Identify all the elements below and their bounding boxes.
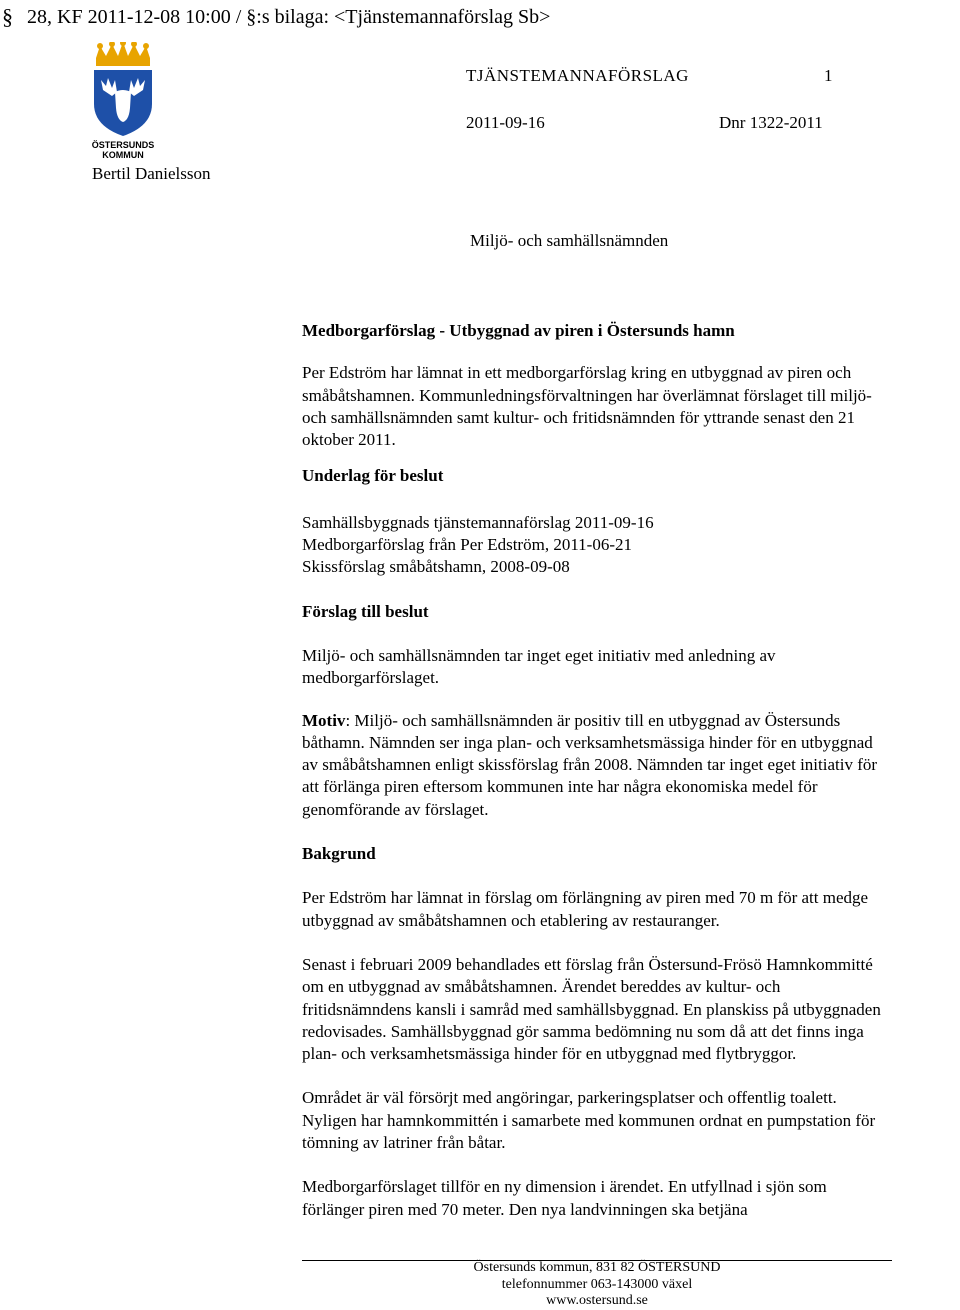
motive-text: : Miljö- och samhällsnämnden är positiv till en utbyggnad av Östersunds båthamn. Nämnden ser inga plan- och verksamhetsmässiga hinder för en utbyggnad av småbåtshamnen enligt skissförslag från 2008. Nämnden tar inget eget initiativ för att förlänga piren eftersom kommunen inte har några ekonomiska medel för genomförande av förslaget. bbox=[302, 710, 878, 819]
document-body bbox=[302, 320, 892, 1221]
motive-paragraph bbox=[302, 710, 892, 821]
background-paragraph: Senast i februari 2009 behandlades ett förslag från Östersund-Frösö Hamnkommitté om en utbyggnad av småbåtshamnen. Ärendet bereddes av kultur- och fritidsnämndens kansli i samråd med samhällsbyggnad. En planskiss på utbyggnaden redovisades. Samhällsbyggnad gör samma bedömning nu som då att det finns inga plan- och verksamhetsmässiga hinder för en utbyggnad med flytbryggor. bbox=[302, 954, 881, 1064]
document-header-bar bbox=[0, 0, 960, 34]
proposal-paragraph: Miljö- och samhällsnämnden tar inget eget initiativ med anledning av medborgarförslaget. bbox=[302, 645, 776, 688]
background-heading: Bakgrund bbox=[302, 844, 376, 864]
author-name: Bertil Danielsson bbox=[92, 164, 211, 183]
document-title: Medborgarförslag - Utbyggnad av piren i Östersunds hamn bbox=[302, 321, 735, 340]
proposal-heading: Förslag till beslut bbox=[302, 601, 429, 621]
basis-item: Medborgarförslag från Per Edström, 2011-06-21 bbox=[302, 535, 633, 555]
svg-text:KOMMUN: KOMMUN bbox=[102, 150, 144, 160]
document-type: TJÄNSTEMANNAFÖRSLAG bbox=[466, 66, 689, 85]
footer-website: www.ostersund.se bbox=[546, 1293, 648, 1308]
footer-address: Östersunds kommun, 831 82 ÖSTERSUND bbox=[473, 1260, 721, 1275]
basis-item: Skissförslag småbåtshamn, 2008-09-08 bbox=[302, 557, 570, 577]
diary-number: Dnr 1322-2011 bbox=[719, 113, 823, 132]
svg-text:ÖSTERSUNDS: ÖSTERSUNDS bbox=[91, 140, 155, 150]
background-paragraph: Området är väl försörjt med angöringar, parkeringsplatser och offentlig toalett. Nyligen har hamnkommittén i samarbete med kommunen ordnat en pumpstation för tömning av latriner från båtar. bbox=[302, 1088, 876, 1153]
basis-item: Samhällsbyggnads tjänstemannaförslag 2011-09-16 bbox=[302, 512, 654, 532]
coat-of-arms-icon bbox=[86, 42, 160, 160]
page-footer bbox=[302, 1260, 892, 1310]
background-paragraph: Per Edström har lämnat in förslag om förlängning av piren med 70 m för att medge utbyggnad av småbåtshamnen och etablering av restauranger. bbox=[302, 888, 869, 930]
intro-paragraph: Per Edström har lämnat in ett medborgarförslag kring en utbyggnad av piren och småbåtshamnen. Kommunledningsförvaltningen har överlämnat förslaget till miljö- och samhällsnämnden samt kultur- och fritidsnämnden för yttrande senast den 21 oktober 2011. bbox=[302, 363, 872, 450]
municipality-logo bbox=[86, 42, 160, 160]
document-reference: 28, KF 2011-12-08 10:00 / §:s bilaga: <Tjänstemannaförslag Sb> bbox=[27, 6, 551, 28]
basis-heading: Underlag för beslut bbox=[302, 466, 444, 486]
footer-phone: telefonnummer 063-143000 växel bbox=[501, 1276, 693, 1292]
document-date: 2011-09-16 bbox=[466, 113, 545, 132]
recipient: Miljö- och samhällsnämnden bbox=[470, 231, 669, 250]
page-number: 1 bbox=[824, 66, 833, 85]
motive-label: Motiv bbox=[302, 710, 346, 730]
paragraph-symbol: § bbox=[2, 4, 13, 29]
background-paragraph: Medborgarförslaget tillför en ny dimension i ärendet. En utfyllnad i sjön som förlänger piren med 70 meter. Den nya landvinningen ska betjäna bbox=[302, 1177, 827, 1219]
